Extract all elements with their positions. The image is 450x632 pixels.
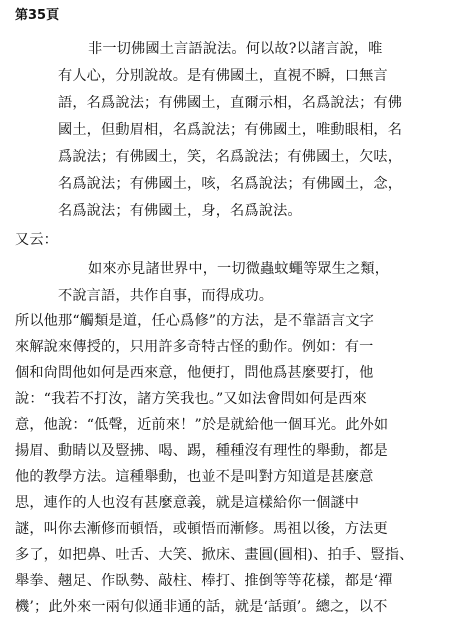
body-line-8: 思，連作的人也沒有甚麼意義，就是這樣給你一個謎中 bbox=[15, 495, 360, 511]
page-number: 第35頁 bbox=[15, 8, 60, 23]
quote1-line-6: 名爲說法；有佛國土，咳，名爲說法；有佛國土，念， bbox=[58, 176, 403, 192]
you-yun-heading: 又云： bbox=[15, 232, 59, 248]
quote2-line-2: 不說言語，共作自事，而得成功。 bbox=[58, 288, 274, 304]
body-line-4: 說：“我若不打汝，諸方笑我也。”又如法會問如何是西來 bbox=[15, 391, 367, 407]
quote1-line-4: 國土，但動眉相，名爲說法；有佛國土，唯動眼相，名 bbox=[58, 122, 403, 138]
body-line-5: 意，他說：“低聲，近前來！”於是就給他一個耳光。此外如 bbox=[15, 417, 389, 433]
quote1-line-1: 非一切佛國土言語說法。何以故?以諸言說，唯 bbox=[88, 41, 383, 57]
body-line-2: 來解說來傳授的，只用許多奇特古怪的動作。例如：有一 bbox=[15, 339, 374, 355]
body-line-10: 多了，如把鼻、吐舌、大笑、掀床、畫圓(圓相)、拍手、豎指、 bbox=[15, 547, 414, 563]
quote2-line-1: 如來亦見諸世界中，一切微蟲蚊蠅等眾生之類， bbox=[88, 261, 390, 277]
quote1-line-5: 爲說法；有佛國土，笑，名爲說法；有佛國土，欠呿， bbox=[58, 149, 403, 165]
body-line-6: 揚眉、動睛以及豎拂、喝、踢，種種沒有理性的舉動，都是 bbox=[15, 443, 388, 459]
body-line-12: 機’；此外來一兩句似通非通的話，就是‘話頭’。總之，以不 bbox=[15, 599, 388, 615]
quote1-line-2: 有人心，分別說故。是有佛國土，直視不瞬，口無言 bbox=[58, 68, 388, 84]
body-line-1: 所以他那“觸類是道，任心爲修”的方法，是不靠語言文字 bbox=[15, 313, 374, 329]
quote1-line-7: 名爲說法；有佛國土，身，名爲說法。 bbox=[58, 203, 302, 219]
body-line-9: 謎，叫你去漸修而頓悟，或頓悟而漸修。馬祖以後，方法更 bbox=[15, 521, 388, 537]
body-line-11: 舉拳、翹足、作臥勢、敲柱、棒打、推倒等等花樣，都是‘禪 bbox=[15, 573, 393, 589]
body-line-3: 個和尙問他如何是西來意，他便打，問他爲甚麼要打，他 bbox=[15, 365, 374, 381]
body-line-7: 他的教學方法。這種舉動，也並不是叫對方知道是甚麼意 bbox=[15, 469, 374, 485]
quote1-line-3: 語，名爲說法；有佛國土，直爾示相，名爲說法；有佛 bbox=[58, 95, 403, 111]
